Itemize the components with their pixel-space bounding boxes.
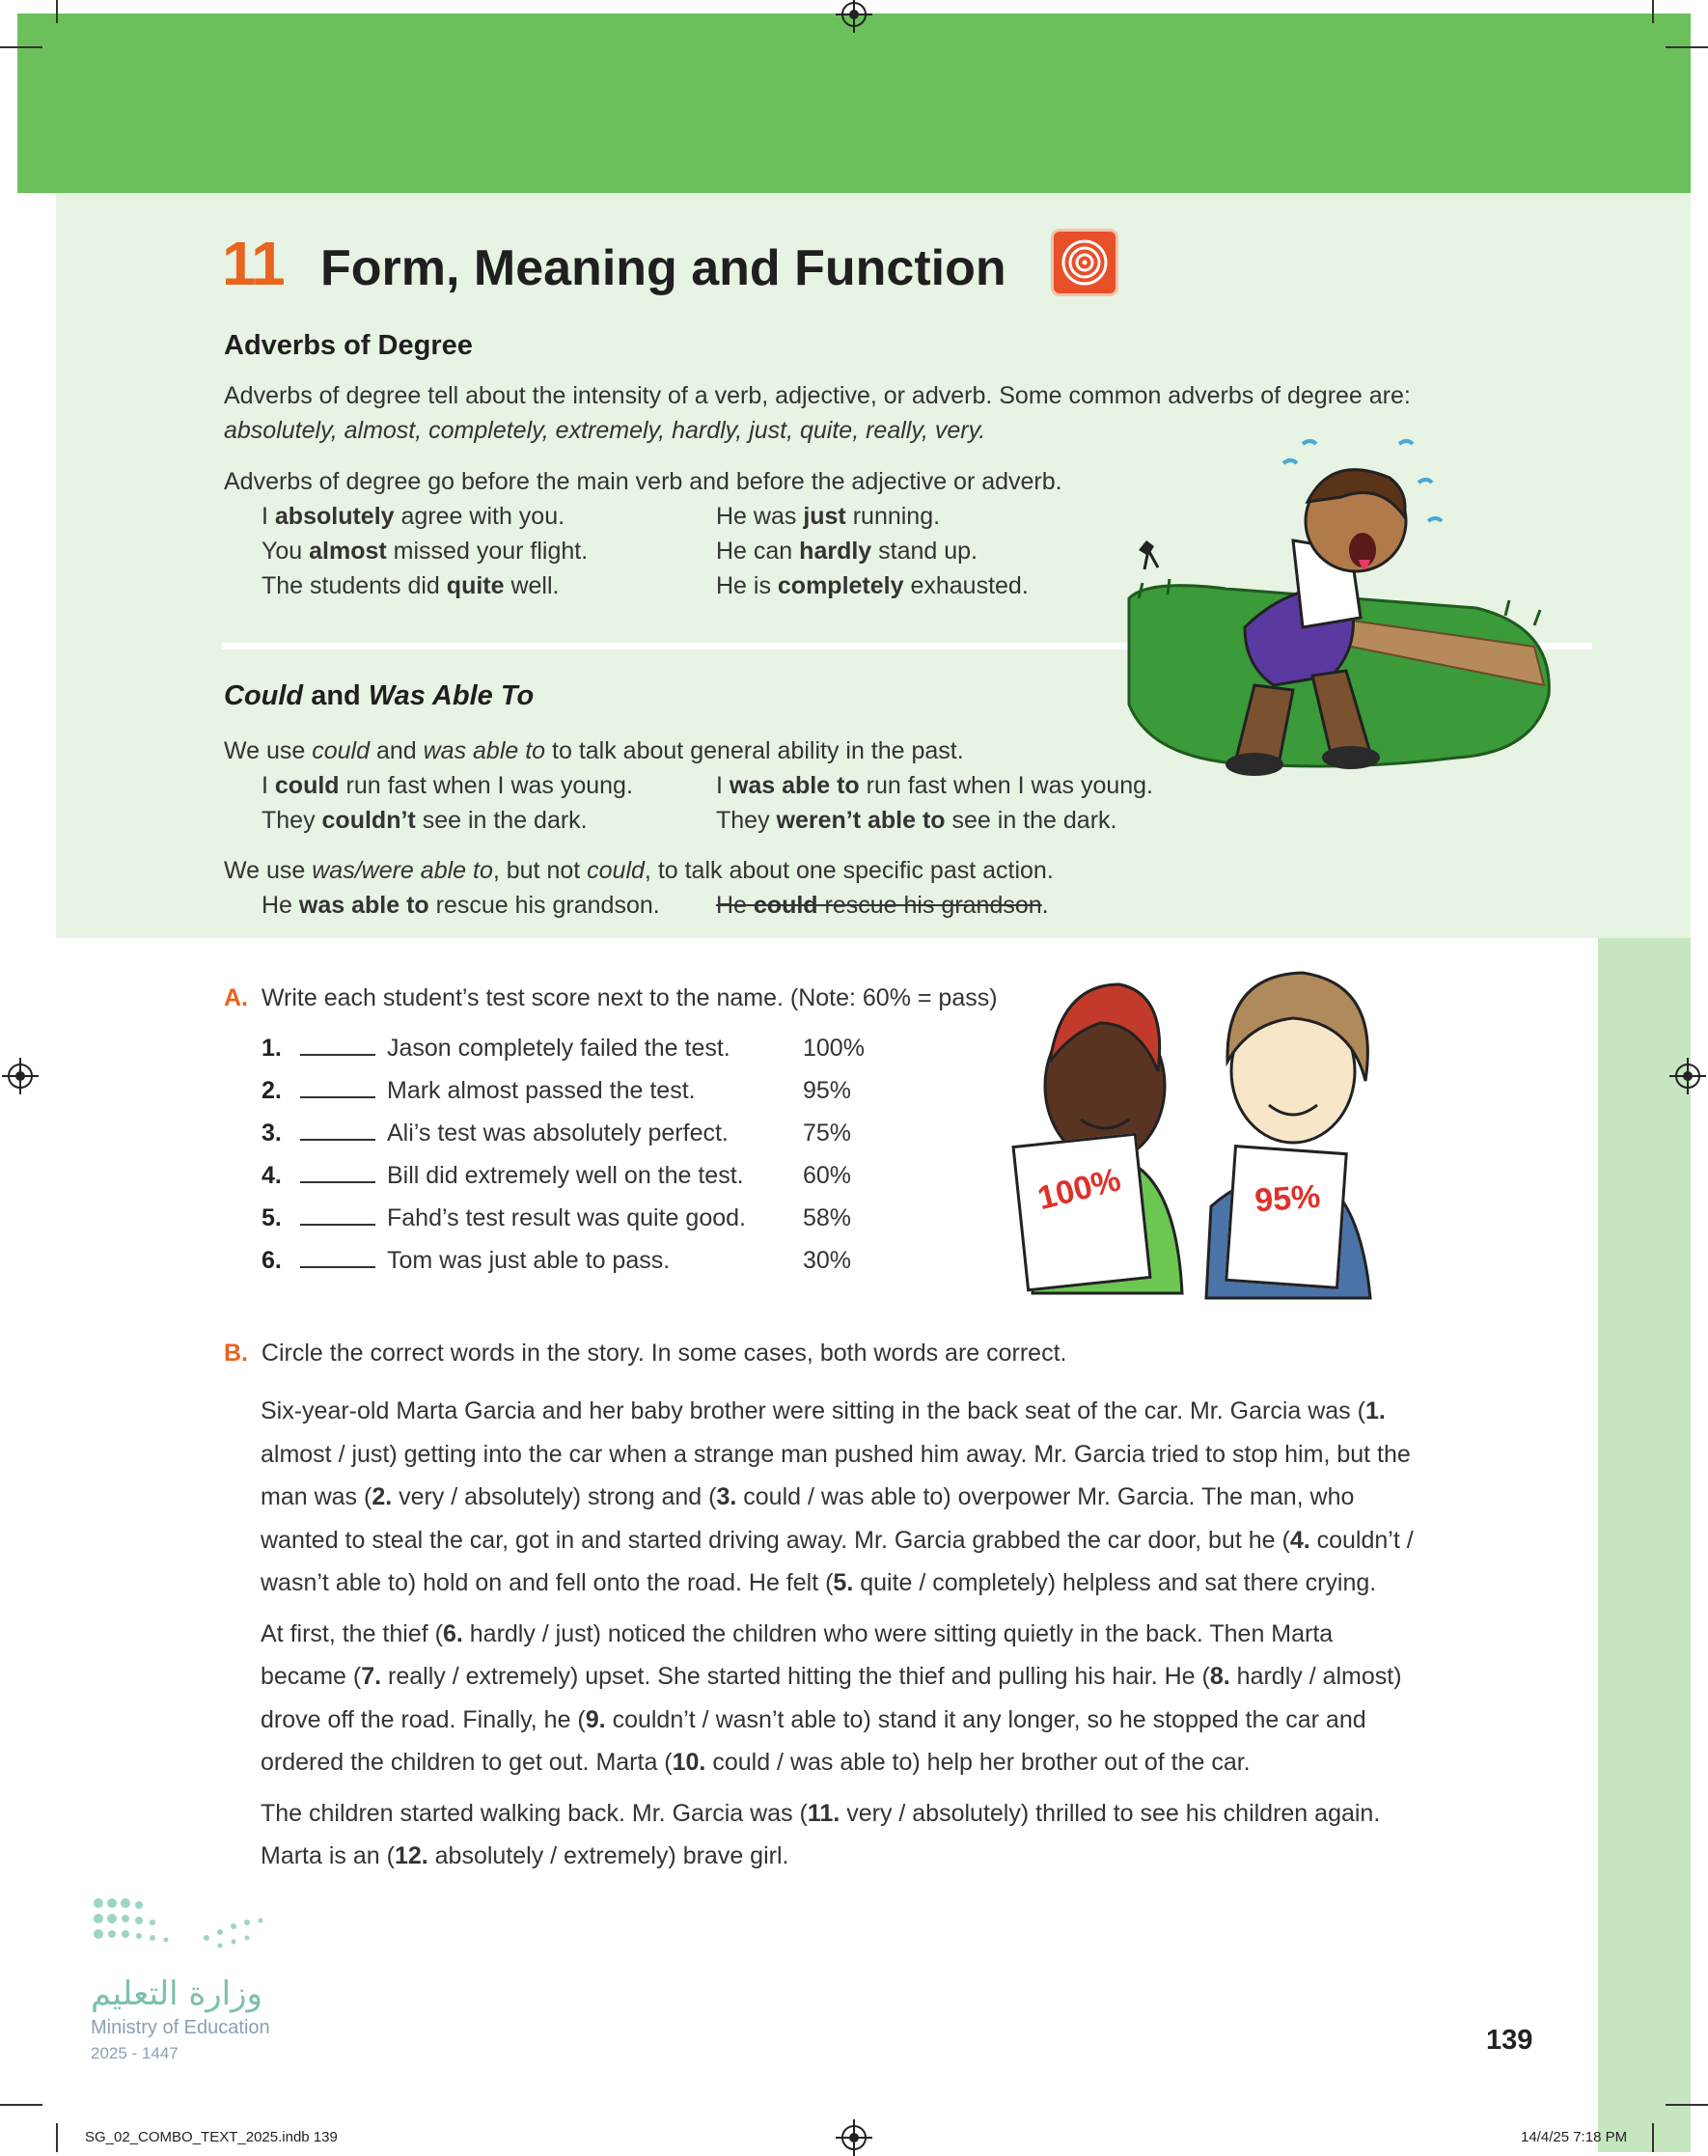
example-sentence: He was able to rescue his grandson. xyxy=(262,892,660,919)
example-sentence: They weren’t able to see in the dark. xyxy=(716,807,1117,834)
test-paper-95 xyxy=(1225,1145,1348,1289)
crop-mark xyxy=(56,0,58,23)
story-text xyxy=(261,1390,1419,1886)
story-paragraph: The children started walking back. Mr. Garcia was (11. very / absolutely) thrilled to see his children again. Marta is an (12. absolutely / extremely) brave girl. xyxy=(261,1799,1381,1869)
ministry-name-arabic: وزارة التعليم xyxy=(91,1975,262,2013)
section-heading-could: Could and Was Able To xyxy=(224,680,535,711)
example-sentence: He can hardly stand up. xyxy=(716,538,978,565)
adverbs-rule: Adverbs of degree go before the main verb and before the adjective or adverb. xyxy=(224,468,1062,495)
answer-blank[interactable] xyxy=(300,1075,375,1098)
answer-blank[interactable] xyxy=(300,1245,375,1268)
test-score-label: 100% xyxy=(1033,1161,1125,1218)
adverbs-intro: Adverbs of degree tell about the intensity of a verb, adjective, or adverb. Some common adverbs of degree are: xyxy=(224,382,1411,409)
audio-spiral-icon[interactable] xyxy=(1054,232,1116,293)
ministry-year: 2025 - 1447 xyxy=(91,2044,179,2062)
unit-title: Form, Meaning and Function xyxy=(320,240,1006,296)
test-paper-100 xyxy=(1011,1133,1151,1292)
score-option: 75% xyxy=(803,1119,852,1147)
header-band xyxy=(17,14,1691,193)
score-option: 58% xyxy=(803,1204,852,1231)
side-strip xyxy=(1598,938,1691,2152)
page-number: 139 xyxy=(1486,2025,1533,2056)
exercise-a-item: 5. Fahd’s test result was quite good. xyxy=(262,1204,746,1231)
example-sentence: I could run fast when I was young. xyxy=(262,772,633,799)
exercise-a-item: 4. Bill did extremely well on the test. xyxy=(262,1162,744,1189)
exercise-a-item: 3. Ali’s test was absolutely perfect. xyxy=(262,1119,729,1147)
exercise-a-item: 2. Mark almost passed the test. xyxy=(262,1077,696,1104)
crop-mark xyxy=(1666,46,1708,48)
crop-mark xyxy=(0,2104,42,2106)
score-option: 95% xyxy=(803,1077,852,1104)
crop-mark xyxy=(56,2123,58,2152)
print-date: 14/4/25 7:18 PM xyxy=(1521,2129,1628,2145)
registration-mark-icon xyxy=(8,1064,33,1089)
registration-mark-icon xyxy=(841,2125,867,2150)
example-sentence: The students did quite well. xyxy=(262,572,560,599)
section-heading-adverbs: Adverbs of Degree xyxy=(224,330,473,361)
example-sentence: He is completely exhausted. xyxy=(716,572,1029,599)
score-option: 100% xyxy=(803,1035,865,1062)
exhausted-runner-illustration xyxy=(1110,425,1563,791)
exercise-b-instruction: B. Circle the correct words in the story. In some cases, both words are correct. xyxy=(224,1340,1067,1367)
crop-mark xyxy=(1652,2123,1654,2152)
students-with-tests-illustration xyxy=(1004,965,1419,1303)
story-paragraph: At first, the thief (6. hardly / just) noticed the children who were sitting quietly in the back. Then Marta became (7. really / extremely) upset. She started hitting the thief and pulling his hair. He (8. hardly / almost) drove off the road. Finally, he (9. couldn’t / wasn’t able to) stand it any longer, so he stopped the car and ordered the children to get out. Marta (10. could / was able to) help her brother out of the car. xyxy=(261,1619,1402,1776)
ministry-name-english: Ministry of Education xyxy=(91,2017,270,2038)
answer-blank[interactable] xyxy=(300,1202,375,1226)
exercise-a-label: A. xyxy=(224,984,248,1011)
incorrect-example-sentence: He could rescue his grandson. xyxy=(716,892,1049,919)
exercise-a-instruction: A. Write each student’s test score next to the name. (Note: 60% = pass) xyxy=(224,984,998,1011)
example-sentence: They couldn’t see in the dark. xyxy=(262,807,588,834)
could-rule-1: We use could and was able to to talk about general ability in the past. xyxy=(224,737,964,764)
file-info: SG_02_COMBO_TEXT_2025.indb 139 xyxy=(85,2129,338,2145)
crop-mark xyxy=(1666,2104,1708,2106)
answer-blank[interactable] xyxy=(300,1160,375,1183)
exercise-a-item: 6. Tom was just able to pass. xyxy=(262,1247,671,1274)
exercise-a-item: 1. Jason completely failed the test. xyxy=(262,1035,730,1062)
score-option: 60% xyxy=(803,1162,852,1189)
could-rule-2: We use was/were able to, but not could, to talk about one specific past action. xyxy=(224,857,1054,884)
exercise-b-label: B. xyxy=(224,1340,248,1367)
example-sentence: He was just running. xyxy=(716,503,941,530)
test-score-label: 95% xyxy=(1253,1177,1322,1220)
score-option: 30% xyxy=(803,1247,852,1274)
answer-blank[interactable] xyxy=(300,1118,375,1141)
example-sentence: I was able to run fast when I was young. xyxy=(716,772,1154,799)
registration-mark-icon xyxy=(1675,1064,1700,1089)
answer-blank[interactable] xyxy=(300,1033,375,1056)
unit-number: 11 xyxy=(222,229,284,298)
ministry-logo-dots-icon xyxy=(91,1893,293,1957)
registration-mark-icon xyxy=(841,2,867,27)
crop-mark xyxy=(0,46,42,48)
example-sentence: I absolutely agree with you. xyxy=(262,503,565,530)
example-sentence: You almost missed your flight. xyxy=(262,538,589,565)
adverbs-list: absolutely, almost, completely, extremely, hardly, just, quite, really, very. xyxy=(224,417,986,444)
crop-mark xyxy=(1652,0,1654,23)
story-paragraph: Six-year-old Marta Garcia and her baby brother were sitting in the back seat of the car. Mr. Garcia was (1. almost / just) getting into the car when a strange man pushed him away. Mr. Garcia tried to stop him, but the man was (2. very / absolutely) strong and (3. could / was able to) overpower Mr. Garcia. The man, who wanted to steal the car, got in and started driving away. Mr. Garcia grabbed the car door, but he (4. couldn’t / wasn’t able to) hold on and fell onto the road. He felt (5. quite / completely) helpless and sat there crying. xyxy=(261,1397,1414,1596)
